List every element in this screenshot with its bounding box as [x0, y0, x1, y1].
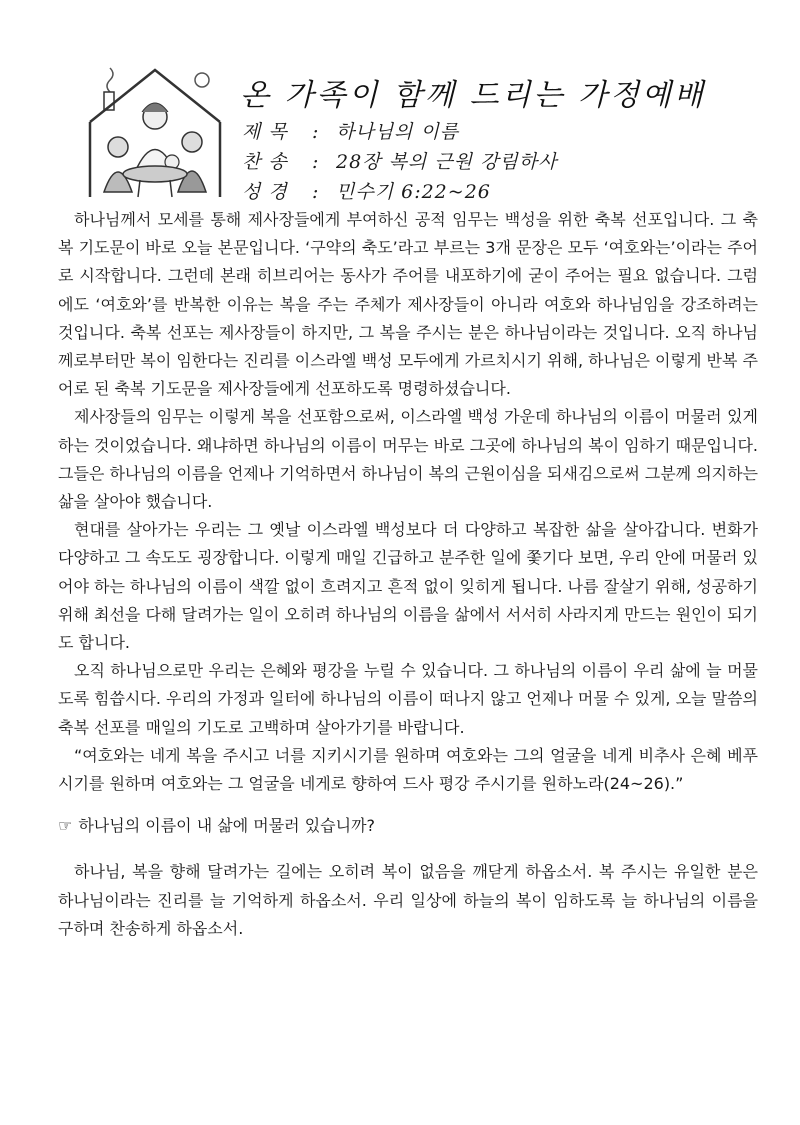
meta-topic-value: 하나님의 이름 — [336, 121, 460, 143]
closing-prayer: 하나님, 복을 향해 달려가는 길에는 오히려 복이 없음을 깨닫게 하옵소서. 복 주시는 유일한 분은 하나님이라는 진리를 늘 기억하게 하옵소서. 우리 일상에 하늘의 복이 임하도록 늘 하나님의 이름을 구하며 찬송하게 하옵소서. — [58, 862, 758, 938]
pointing-hand-icon: ☞ — [58, 816, 73, 836]
paragraph: 제사장들의 임무는 이렇게 복을 선포함으로써, 이스라엘 백성 가운데 하나님의 이름이 머물러 있게 하는 것이었습니다. 왜냐하면 하나님의 이름이 머무는 바로 그곳에 하나님의 복이 임하기 때문입니다. 그들은 하나님의 이름을 언제나 기억하면서 하나님이 복의 근원이심을 되새김으로써 그분께 의지하는 삶을 살아야 했습니다. — [58, 407, 759, 512]
family-house-illustration — [80, 62, 230, 202]
sermon-body — [58, 206, 758, 943]
reflection-question-text: 하나님의 이름이 내 삶에 머물러 있습니까? — [78, 816, 376, 836]
meta-separator: : — [312, 181, 320, 203]
page-title: 온 가족이 함께 드리는 가정예배 — [240, 78, 706, 113]
paragraph: 오직 하나님으로만 우리는 은혜와 평강을 누릴 수 있습니다. 그 하나님의 이름이 우리 삶에 늘 머물도록 힘씁시다. 우리의 가정과 일터에 하나님의 이름이 떠나지 않고 언제나 머물 수 있게, 오늘 말씀의 축복 선포를 매일의 기도로 고백하며 살아가기를 바랍니다. — [58, 661, 758, 737]
paragraph: 현대를 살아가는 우리는 그 옛날 이스라엘 백성보다 더 다양하고 복잡한 삶을 살아갑니다. 변화가 다양하고 그 속도도 굉장합니다. 이렇게 매일 긴급하고 분주한 일에 쫓기다 보면, 우리 안에 머물러 있어야 하는 하나님의 이름이 색깔 없이 흐려지고 흔적 없이 잊히게 됩니다. 나름 잘살기 위해, 성공하기 위해 최선을 다해 달려가는 일이 오히려 하나님의 이름을 삶에서 서서히 사라지게 만드는 원인이 되기도 합니다. — [58, 520, 758, 653]
meta-hymn — [242, 147, 557, 174]
reflection-question — [58, 812, 758, 840]
meta-scripture-label: 성 경 — [242, 181, 288, 203]
meta-separator: : — [312, 151, 320, 173]
meta-scripture-value: 민수기 6:22~26 — [336, 181, 491, 203]
meta-separator: : — [312, 121, 320, 143]
scripture-quote: “여호와는 네게 복을 주시고 너를 지키시기를 원하며 여호와는 그의 얼굴을 네게 비추사 은혜 베푸시기를 원하며 여호와는 그 얼굴을 네게로 향하여 드사 평강 주시기를 원하노라(24~26).” — [58, 745, 758, 794]
meta-scripture — [242, 177, 491, 204]
meta-hymn-label: 찬 송 — [242, 151, 288, 173]
meta-topic-label: 제 목 — [242, 121, 288, 143]
meta-topic — [242, 117, 459, 144]
paragraph: 하나님께서 모세를 통해 제사장들에게 부여하신 공적 임무는 백성을 위한 축복 선포입니다. 그 축복 기도문이 바로 오늘 본문입니다. ‘구약의 축도’라고 부르는 3개 문장은 모두 ‘여호와는’이라는 주어로 시작합니다. 그런데 본래 히브리어는 동사가 주어를 내포하기에 굳이 주어는 필요 없습니다. 그럼에도 ‘여호와’를 반복한 이유는 복을 주는 주체가 제사장들이 아니라 여호와 하나님임을 강조하려는 것입니다. 축복 선포는 제사장들이 하지만, 그 복을 주시는 분은 하나님이라는 것입니다. 오직 하나님께로부터만 복이 임한다는 진리를 이스라엘 백성 모두에게 가르치시기 위해, 하나님은 이렇게 반복 주어로 된 축복 기도문을 제사장들에게 선포하도록 명령하셨습니다. — [58, 210, 758, 399]
meta-hymn-value: 28장 복의 근원 강림하사 — [336, 151, 558, 173]
